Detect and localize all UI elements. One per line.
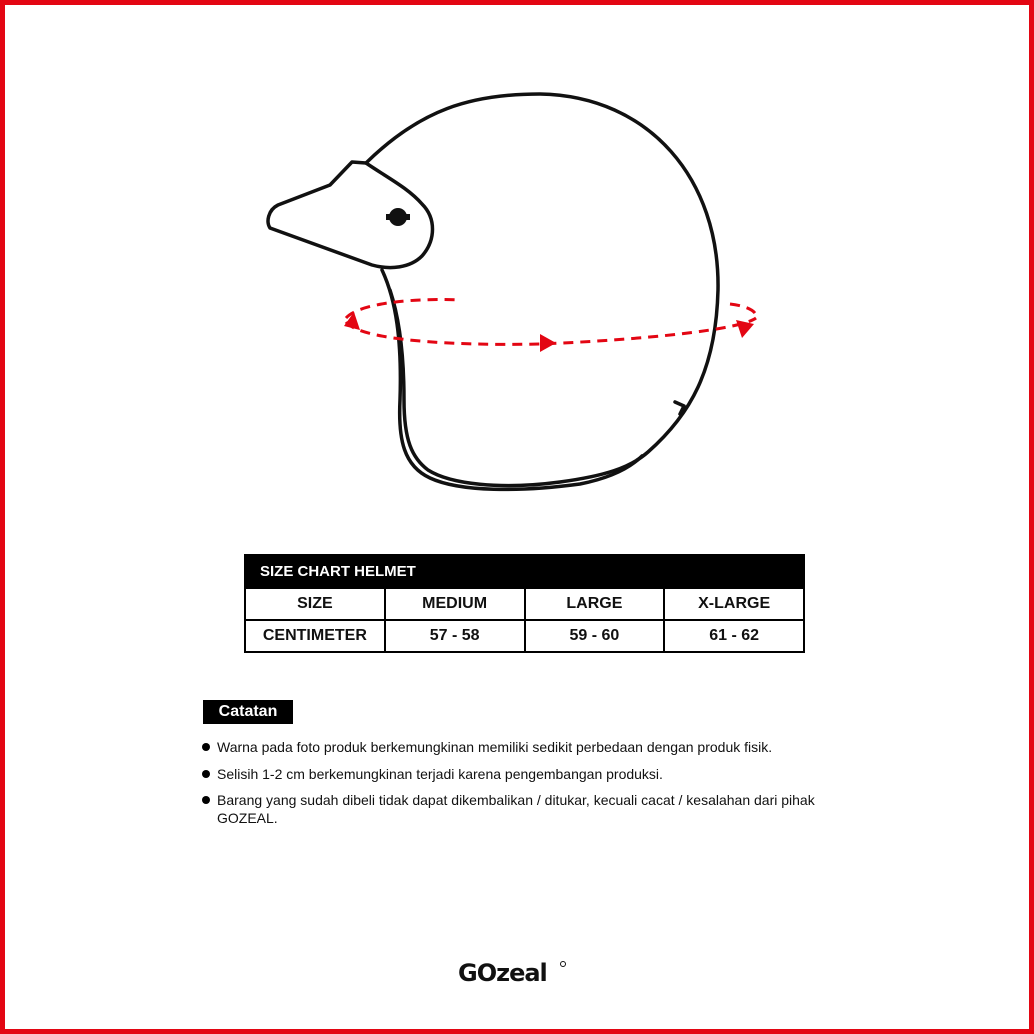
size-chart-value-row bbox=[245, 620, 804, 652]
bullet-icon bbox=[202, 743, 210, 751]
list-item bbox=[200, 738, 840, 756]
list-item bbox=[200, 791, 840, 827]
size-chart-header-row bbox=[245, 588, 804, 620]
size-chart-title: SIZE CHART HELMET bbox=[245, 555, 804, 588]
header-size: SIZE bbox=[245, 588, 385, 620]
size-chart-table bbox=[244, 554, 805, 653]
bullet-icon bbox=[202, 796, 210, 804]
size-chart-caption-row bbox=[245, 555, 804, 588]
notes-title: Catatan bbox=[203, 700, 293, 724]
row-label-centimeter: CENTIMETER bbox=[245, 620, 385, 652]
header-medium: MEDIUM bbox=[385, 588, 525, 620]
helmet-outline-icon bbox=[240, 80, 780, 510]
bullet-icon bbox=[202, 770, 210, 778]
value-large: 59 - 60 bbox=[525, 620, 665, 652]
notes-list bbox=[200, 738, 840, 836]
note-text: Barang yang sudah dibeli tidak dapat dikembalikan / ditukar, kecuali cacat / kesalahan dari pihak GOZEAL. bbox=[217, 792, 815, 826]
registered-mark-icon bbox=[560, 961, 566, 967]
note-text: Selisih 1-2 cm berkemungkinan terjadi karena pengembangan produksi. bbox=[217, 765, 663, 782]
helmet-illustration bbox=[240, 80, 780, 510]
value-x-large: 61 - 62 bbox=[664, 620, 804, 652]
note-text: Warna pada foto produk berkemungkinan memiliki sedikit perbedaan dengan produk fisik. bbox=[217, 739, 773, 755]
logo-text: GOzeal bbox=[458, 959, 547, 987]
header-large: LARGE bbox=[525, 588, 665, 620]
list-item bbox=[200, 765, 840, 783]
gozeal-logo bbox=[458, 957, 578, 989]
header-x-large: X-LARGE bbox=[664, 588, 804, 620]
value-medium: 57 - 58 bbox=[385, 620, 525, 652]
